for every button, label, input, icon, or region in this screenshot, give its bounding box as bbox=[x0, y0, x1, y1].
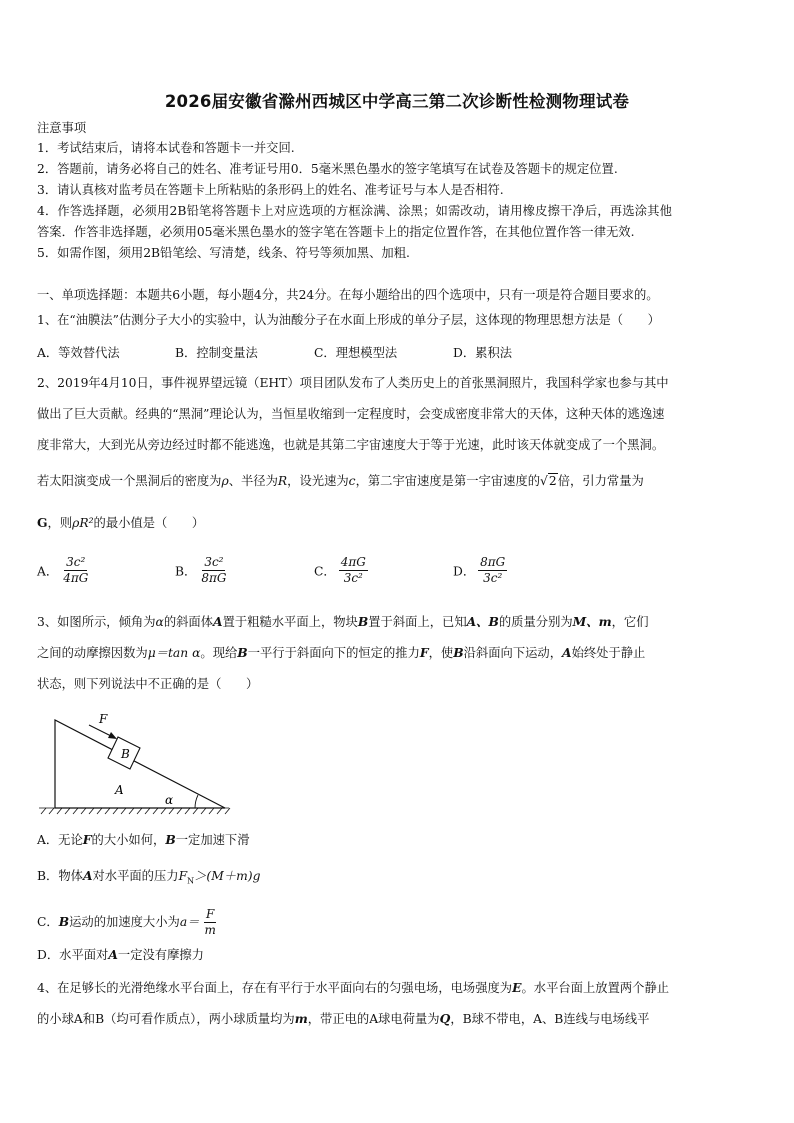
question-3-line: 状态，则下列说法中不正确的是（ ） bbox=[37, 677, 259, 691]
question-4-line: 的小球A和B（均可看作质点），两小球质量均为m，带正电的A球电荷量为Q，B球不带电，A、B连线与电场线平 bbox=[37, 1011, 650, 1026]
q3-option-b: B．物体A对水平面的压力$F_N>(M+m)g$ bbox=[37, 868, 261, 886]
q1-option-c: C．理想模型法 bbox=[314, 346, 398, 360]
force-arrowhead bbox=[108, 732, 117, 739]
friction-coefficient: μ＝tan α bbox=[147, 646, 201, 660]
q3-option-a: A．无论F的大小如何，B一定加速下滑 bbox=[37, 832, 250, 847]
q3-option-d: D．水平面对A一定没有摩擦力 bbox=[37, 947, 204, 962]
question-2-line: 做出了巨大贡献。经典的“黑洞”理论认为，当恒星收缩到一定程度时，会变成密度非常大的天体，这种天体的逃逸速 bbox=[37, 407, 665, 421]
q2-option-c: C． $\frac{4\pi G}{\text{3c²}}$ bbox=[314, 555, 366, 585]
label-alpha: α bbox=[165, 793, 174, 807]
question-1-stem: 1、在“油膜法”估测分子大小的实验中，认为油酸分子在水面上形成的单分子层，这体现的物理思想方法是（ ） bbox=[37, 313, 660, 327]
notice-item: 1．考试结束后，请将本试卷和答题卡一并交回. bbox=[37, 141, 295, 155]
question-3-line: 之间的动摩擦因数为μ＝tan α。现给B一平行于斜面向下的恒定的推力F，使B沿斜面向下运动，A始终处于静止 bbox=[37, 645, 646, 660]
question-2-options bbox=[37, 556, 757, 596]
q2-option-b: B． $\frac{\text{3c²}}{8\pi G}$ bbox=[175, 555, 227, 585]
question-3-line: 3、如图所示，倾角为α的斜面体A置于粗糙水平面上，物块B置于斜面上，已知A、B的质量分别为M、m，它们 bbox=[37, 614, 649, 629]
notice-item: 3．请认真核对监考员在答题卡上所粘贴的条形码上的姓名、准考证号与本人是否相符. bbox=[37, 183, 504, 197]
incline-body bbox=[55, 720, 225, 808]
q1-option-d: D．累积法 bbox=[453, 346, 513, 360]
notice-item: 5．如需作图，须用2B铅笔绘、写清楚，线条、符号等须加黑、加粗. bbox=[37, 246, 410, 260]
question-2-line: G，则ρR²的最小值是（ ） bbox=[37, 515, 205, 530]
question-2-line: 度非常大，大到光从旁边经过时都不能逃逸，也就是其第二宇宙速度大于等于光速，此时该天体就变成了一个黑洞。 bbox=[37, 438, 665, 452]
q2-option-d: D． $\frac{8\pi G}{\text{3c²}}$ bbox=[453, 555, 506, 585]
incline-figure bbox=[37, 708, 237, 820]
question-4-line: 4、在足够长的光滑绝缘水平台面上，存在有平行于水平面向右的匀强电场，电场强度为E。水平台面上放置两个静止 bbox=[37, 980, 670, 995]
q1-option-a: A．等效替代法 bbox=[37, 346, 120, 360]
light-speed-symbol: c bbox=[348, 474, 356, 488]
question-2-line: 2、2019年4月10日，事件视界望远镜（EHT）项目团队发布了人类历史上的首张黑洞照片，我国科学家也参与其中 bbox=[37, 376, 669, 390]
rho-r-squared: ρR² bbox=[72, 516, 94, 530]
angle-arc bbox=[195, 795, 198, 808]
section-heading: 一、单项选择题：本题共6小题，每小题4分，共24分。在每小题给出的四个选项中，只有一项是符合题目要求的。 bbox=[37, 288, 659, 302]
q2-option-a: A． $\frac{\text{3c²}}{4\pi G}$ bbox=[37, 555, 89, 585]
label-a: A bbox=[115, 783, 124, 797]
label-f: F bbox=[99, 712, 108, 726]
notice-item: 4．作答选择题，必须用2B铅笔将答题卡上对应选项的方框涂满、涂黑；如需改动，请用橡皮擦干净后，再选涂其他 bbox=[37, 204, 673, 218]
page-title: 2026届安徽省滁州西城区中学高三第二次诊断性检测物理试卷 bbox=[164, 92, 630, 111]
q3-option-c: C．B运动的加速度大小为a＝ $\frac{F}{m}$ bbox=[37, 907, 216, 937]
question-1-options bbox=[37, 343, 757, 361]
notice-item: 答案．作答非选择题，必须用05毫米黑色墨水的签字笔在答题卡上的指定位置作答，在其他位置作答一律无效. bbox=[37, 225, 635, 239]
label-b: B bbox=[121, 747, 130, 761]
notice-item: 2．答题前，请务必将自己的姓名、准考证号用0．5毫米黑色墨水的签字笔填写在试卷及答题卡的规定位置. bbox=[37, 162, 618, 176]
q1-option-b: B．控制变量法 bbox=[175, 346, 258, 360]
notice-heading: 注意事项 bbox=[37, 121, 87, 135]
ground-hatch bbox=[39, 808, 230, 814]
radius-symbol: R bbox=[277, 474, 288, 488]
sqrt-two: √2 bbox=[540, 474, 557, 488]
rho-symbol: ρ bbox=[221, 474, 229, 488]
question-2-line: 若太阳演变成一个黑洞后的密度为ρ、半径为R，设光速为c，第二宇宙速度是第一宇宙速度的√2倍，引力常量为 bbox=[37, 474, 644, 488]
